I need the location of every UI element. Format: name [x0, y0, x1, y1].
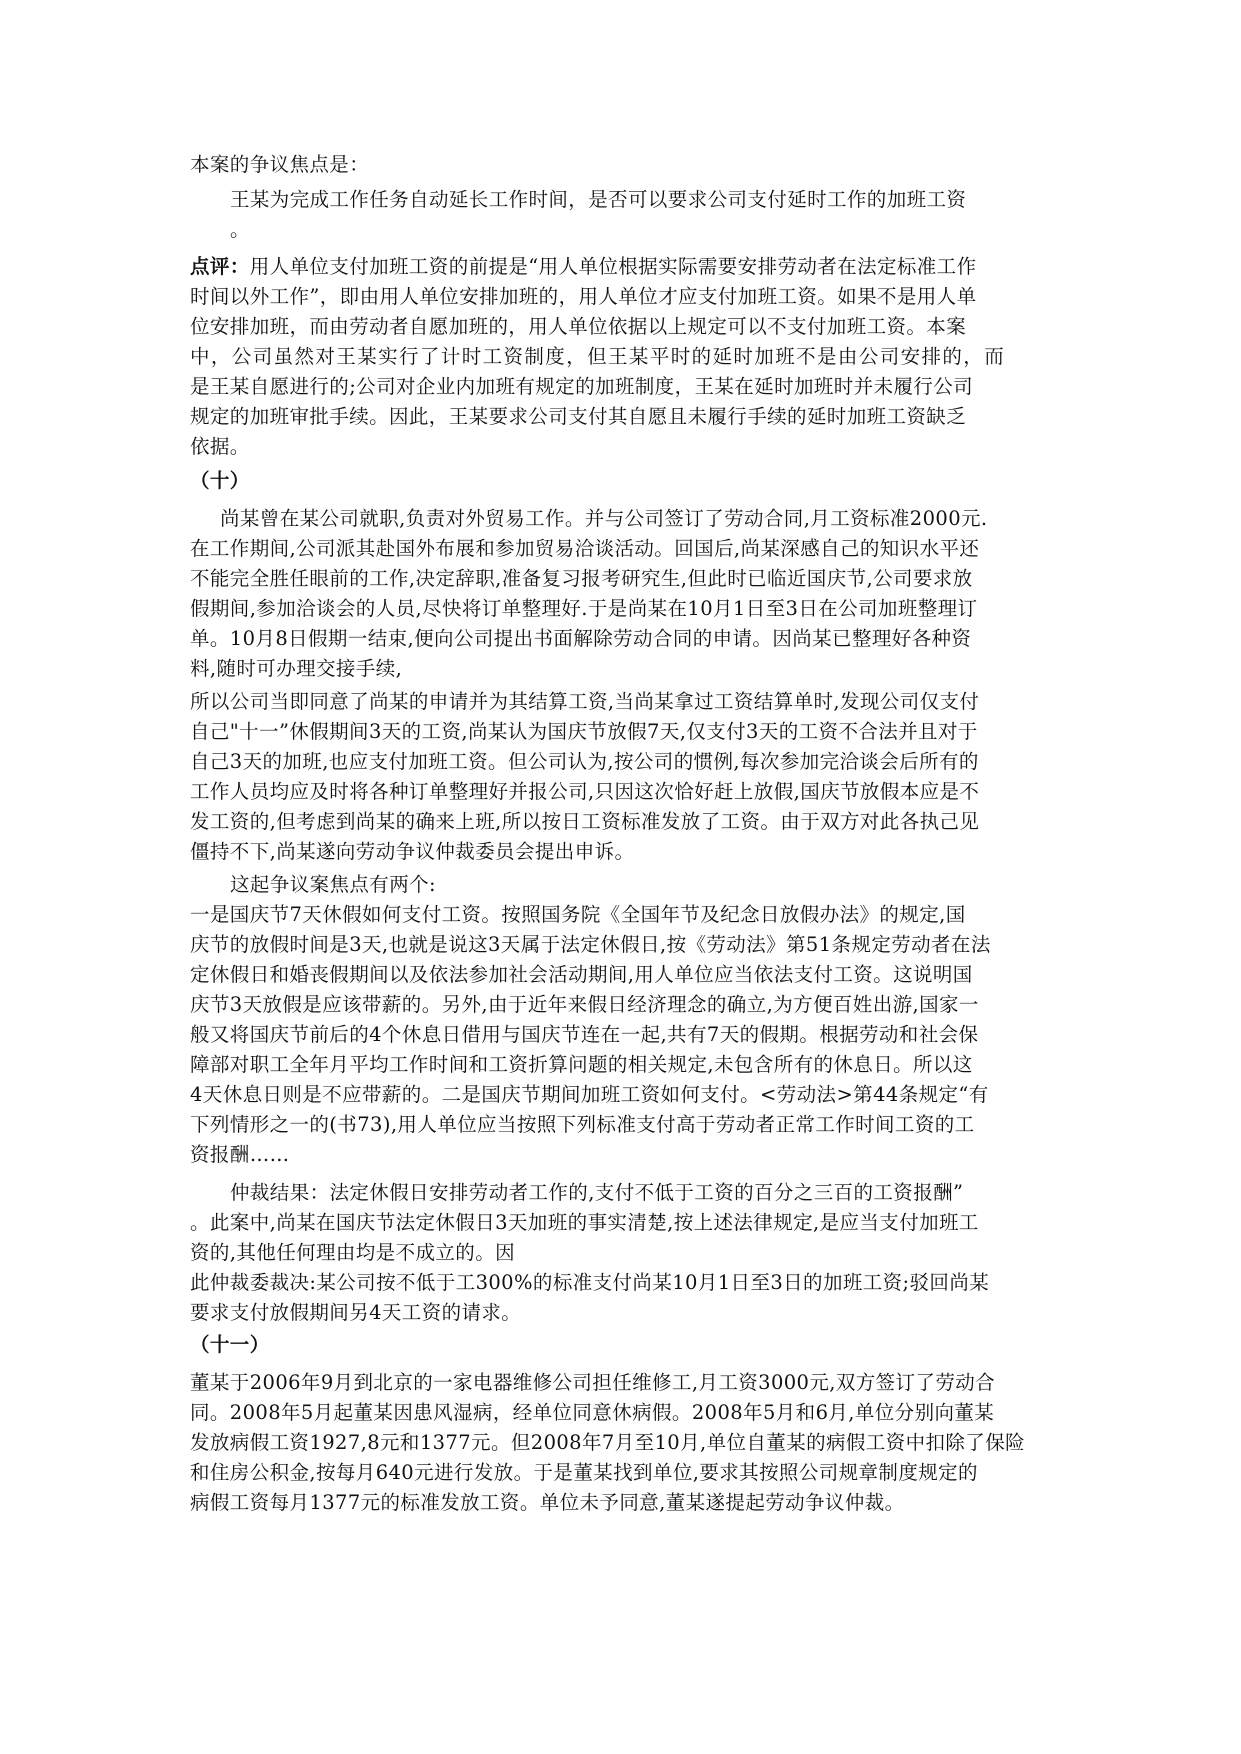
- text-line: 依据。: [190, 435, 250, 458]
- text-line: 庆节3天放假是应该带薪的。另外,由于近年来假日经济理念的确立,为方便百姓出游,国家一: [190, 993, 979, 1016]
- text-line: 和住房公积金,按每月640元进行发放。于是董某找到单位,要求其按照公司规章制度规定的: [190, 1461, 978, 1484]
- text-line: 单。10月8日假期一结束,便向公司提出书面解除劳动合同的申请。因尚某已整理好各种资: [190, 627, 972, 650]
- text-line: 是王某自愿进行的;公司对企业内加班有规定的加班制度，王某在延时加班时并未履行公司: [190, 375, 974, 398]
- text-line: 定休假日和婚丧假期间以及依法参加社会活动期间,用人单位应当依法支付工资。这说明国: [190, 963, 973, 986]
- text-line: 自己3天的加班,也应支付加班工资。但公司认为,按公司的惯例,每次参加完洽谈会后所有的: [190, 750, 979, 773]
- text-line: 发工资的,但考虑到尚某的确来上班,所以按日工资标准发放了工资。由于双方对此各执己见: [190, 810, 980, 833]
- text-line: 自己"十一”休假期间3天的工资,尚某认为国庆节放假7天,仅支付3天的工资不合法并且对于: [190, 720, 978, 743]
- text-line: 资报酬……: [190, 1143, 290, 1166]
- text-line: 。: [230, 218, 250, 241]
- text-line: 用人单位支付加班工资的前提是“用人单位根据实际需要安排劳动者在法定标准工作: [249, 255, 977, 278]
- text-line: 庆节的放假时间是3天,也就是说这3天属于法定休假日,按《劳动法》第51条规定劳动者在法: [190, 933, 991, 956]
- text-line: 位安排加班，而由劳动者自愿加班的，用人单位依据以上规定可以不支付加班工资。本案: [190, 315, 967, 338]
- text-line: 假期间,参加洽谈会的人员,尽快将订单整理好.于是尚某在10月1日至3日在公司加班整理订: [190, 597, 978, 620]
- text-line: 同。2008年5月起董某因患风湿病，经单位同意休病假。2008年5月和6月,单位分别向董某: [190, 1401, 995, 1424]
- text-line: 在工作期间,公司派其赴国外布展和参加贸易洽谈活动。回国后,尚某深感自己的知识水平还: [190, 537, 980, 560]
- text-line: 尚某曾在某公司就职,负责对外贸易工作。并与公司签订了劳动合同,月工资标准2000元.: [220, 507, 988, 530]
- text-line: 。此案中,尚某在国庆节法定休假日3天加班的事实清楚,按上述法律规定,是应当支付加班工: [190, 1211, 979, 1234]
- comment-label: 点评：: [190, 255, 250, 278]
- text-line: 料,随时可办理交接手续,: [190, 657, 403, 680]
- text-line: 此仲裁委裁决:某公司按不低于工300%的标准支付尚某10月1日至3日的加班工资;驳回尚某: [190, 1271, 990, 1294]
- text-line: 般又将国庆节前后的4个休息日借用与国庆节连在一起,共有7天的假期。根据劳动和社会保: [190, 1023, 979, 1046]
- text-line: 仲裁结果：法定休假日安排劳动者工作的,支付不低于工资的百分之三百的工资报酬”: [230, 1181, 964, 1204]
- text-line: 本案的争议焦点是：: [190, 153, 370, 176]
- text-line: 所以公司当即同意了尚某的申请并为其结算工资,当尚某拿过工资结算单时,发现公司仅支付: [190, 690, 980, 713]
- text-line: 病假工资每月1377元的标准发放工资。单位未予同意,董某遂提起劳动争议仲裁。: [190, 1491, 905, 1514]
- section-heading: （十）: [190, 469, 250, 492]
- text-line: 王某为完成工作任务自动延长工作时间，是否可以要求公司支付延时工作的加班工资: [230, 188, 967, 211]
- section-heading: （十一）: [190, 1333, 270, 1356]
- text-line: 不能完全胜任眼前的工作,决定辞职,准备复习报考研究生,但此时已临近国庆节,公司要求放: [190, 567, 973, 590]
- text-line: 董某于2006年9月到北京的一家电器维修公司担任维修工,月工资3000元,双方签订了劳动合: [190, 1371, 996, 1394]
- text-line: 中，公司虽然对王某实行了计时工资制度，但王某平时的延时加班不是由公司安排的，而: [190, 345, 1006, 368]
- text-line: 资的,其他任何理由均是不成立的。因: [190, 1241, 515, 1264]
- text-line: 要求支付放假期间另4天工资的请求。: [190, 1301, 522, 1324]
- text-line: 规定的加班审批手续。因此，王某要求公司支付其自愿且未履行手续的延时加班工资缺乏: [190, 405, 967, 428]
- text-line: 发放病假工资1927,8元和1377元。但2008年7月至10月,单位自董某的病假工资中扣除了保险: [190, 1431, 1026, 1454]
- text-line: 僵持不下,尚某遂向劳动争议仲裁委员会提出申诉。: [190, 840, 635, 863]
- text-line: 4天休息日则是不应带薪的。二是国庆节期间加班工资如何支付。<劳动法>第44条规定“有: [190, 1083, 989, 1106]
- text-line: 一是国庆节7天休假如何支付工资。按照国务院《全国年节及纪念日放假办法》的规定,国: [190, 903, 966, 926]
- text-line: 工作人员均应及时将各种订单整理好并报公司,只因这次恰好赶上放假,国庆节放假本应是不: [190, 780, 980, 803]
- text-line: 下列情形之一的(书73),用人单位应当按照下列标准支付高于劳动者正常工作时间工资的工: [190, 1113, 975, 1136]
- text-line: 这起争议案焦点有两个:: [230, 873, 436, 896]
- comment-line: [190, 252, 976, 282]
- text-line: 时间以外工作”，即由用人单位安排加班的，用人单位才应支付加班工资。如果不是用人单: [190, 285, 977, 308]
- text-line: 障部对职工全年月平均工作时间和工资折算问题的相关规定,未包含所有的休息日。所以这: [190, 1053, 973, 1076]
